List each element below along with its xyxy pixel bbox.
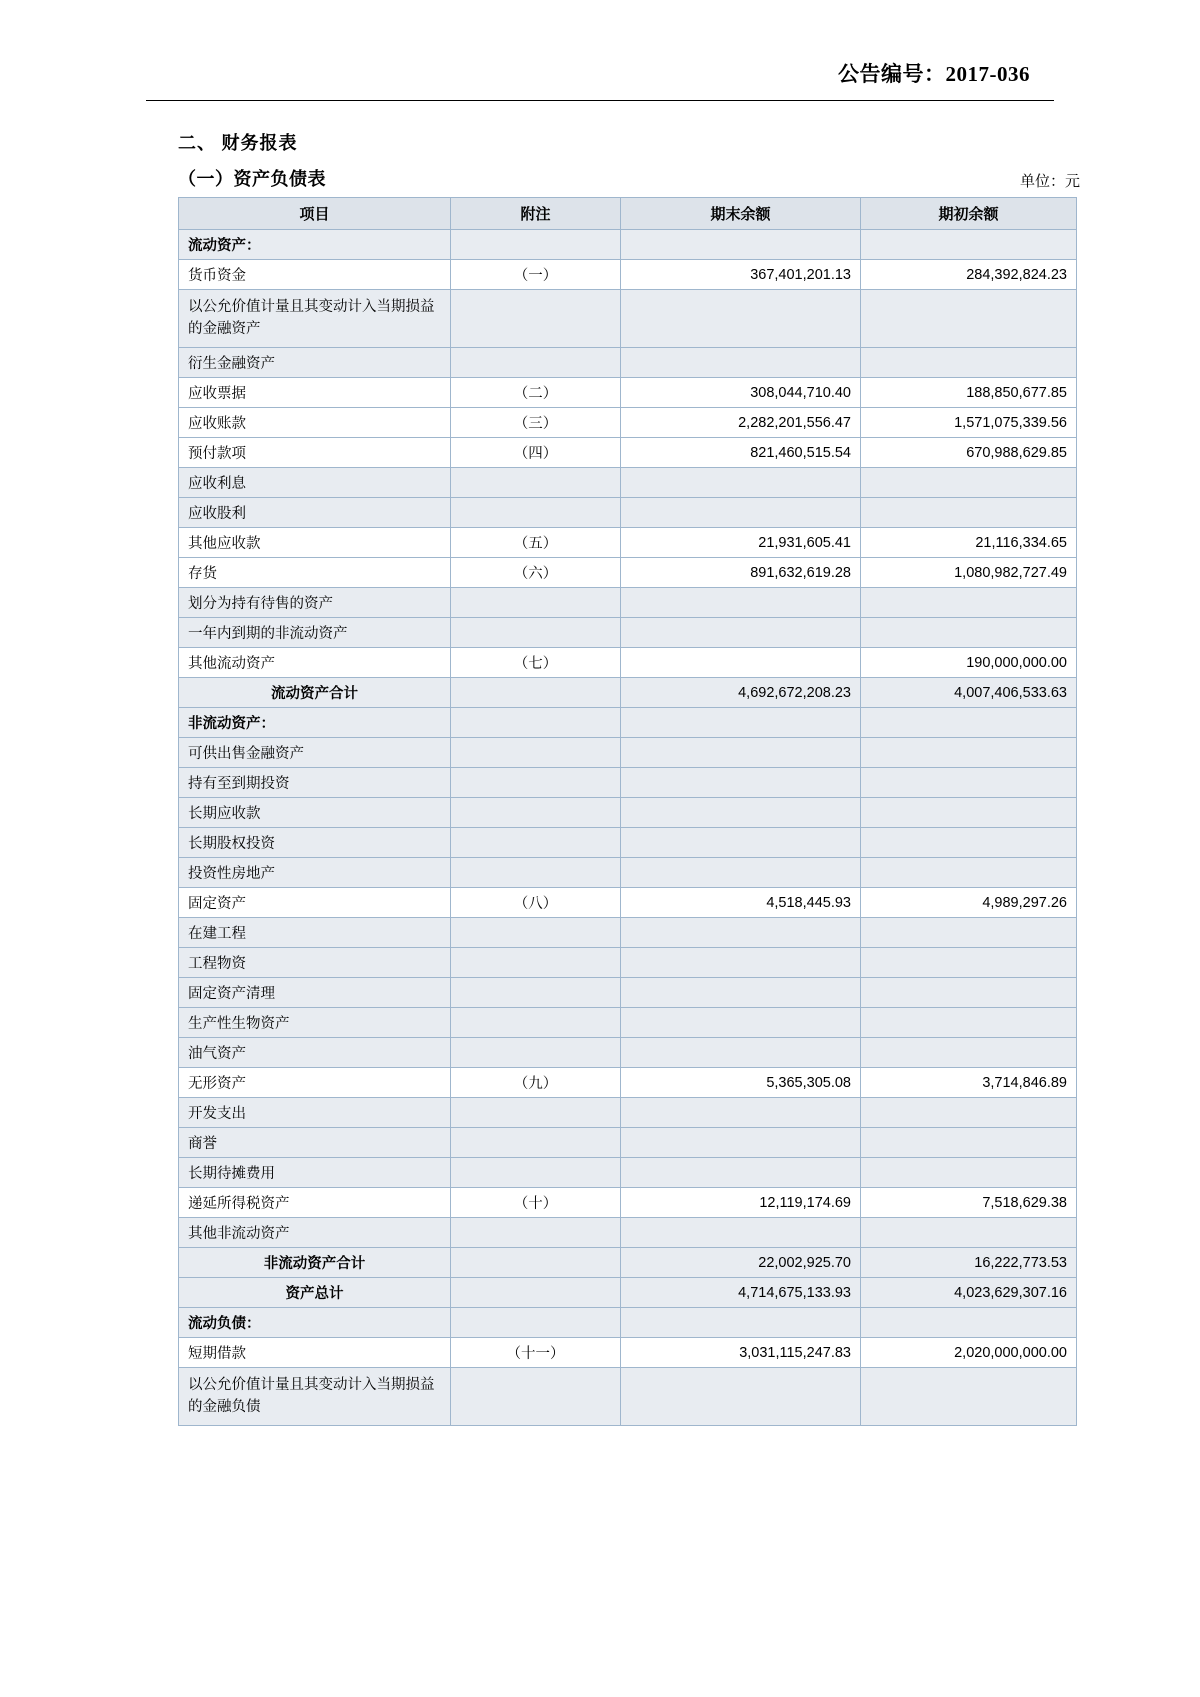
cell-end-balance [621, 588, 861, 618]
table-row [179, 978, 1077, 1008]
table-row [179, 1158, 1077, 1188]
cell-note [451, 798, 621, 828]
cell-note [451, 1248, 621, 1278]
subtitle-row [178, 165, 1090, 191]
cell-end-balance [621, 768, 861, 798]
cell-item: 应收票据 [179, 378, 451, 408]
cell-item: 应收利息 [179, 468, 451, 498]
table-row [179, 290, 1077, 348]
cell-begin-balance [861, 978, 1077, 1008]
table-body [179, 230, 1077, 1426]
cell-begin-balance [861, 290, 1077, 348]
cell-begin-balance [861, 1218, 1077, 1248]
cell-note [451, 768, 621, 798]
cell-item: 长期股权投资 [179, 828, 451, 858]
table-row [179, 260, 1077, 290]
cell-end-balance [621, 1218, 861, 1248]
table-row [179, 798, 1077, 828]
cell-end-balance [621, 828, 861, 858]
table-row [179, 528, 1077, 558]
cell-begin-balance: 4,007,406,533.63 [861, 678, 1077, 708]
table-row [179, 918, 1077, 948]
cell-item: 衍生金融资产 [179, 348, 451, 378]
cell-note: （十） [451, 1188, 621, 1218]
cell-begin-balance: 4,023,629,307.16 [861, 1278, 1077, 1308]
cell-note [451, 708, 621, 738]
cell-note [451, 1098, 621, 1128]
table-row [179, 1338, 1077, 1368]
table-row [179, 1128, 1077, 1158]
cell-item: 工程物资 [179, 948, 451, 978]
cell-begin-balance [861, 1008, 1077, 1038]
table-row [179, 678, 1077, 708]
table-row [179, 618, 1077, 648]
cell-end-balance: 4,518,445.93 [621, 888, 861, 918]
cell-note [451, 828, 621, 858]
cell-end-balance [621, 1038, 861, 1068]
table-row [179, 1218, 1077, 1248]
cell-note [451, 230, 621, 260]
cell-begin-balance [861, 1098, 1077, 1128]
table-row [179, 1098, 1077, 1128]
cell-begin-balance [861, 1158, 1077, 1188]
cell-item: 非流动资产合计 [179, 1248, 451, 1278]
table-row [179, 1038, 1077, 1068]
table-row [179, 1368, 1077, 1426]
table-row [179, 1248, 1077, 1278]
cell-end-balance [621, 948, 861, 978]
cell-begin-balance: 3,714,846.89 [861, 1068, 1077, 1098]
cell-item: 货币资金 [179, 260, 451, 290]
cell-note [451, 1218, 621, 1248]
cell-note [451, 1308, 621, 1338]
cell-item: 其他应收款 [179, 528, 451, 558]
cell-item: 以公允价值计量且其变动计入当期损益的金融资产 [179, 290, 451, 348]
table-row [179, 648, 1077, 678]
cell-begin-balance: 7,518,629.38 [861, 1188, 1077, 1218]
table-row [179, 438, 1077, 468]
cell-begin-balance [861, 230, 1077, 260]
cell-note [451, 918, 621, 948]
cell-end-balance [621, 618, 861, 648]
table-row [179, 1188, 1077, 1218]
cell-begin-balance [861, 948, 1077, 978]
cell-item: 流动资产合计 [179, 678, 451, 708]
cell-note [451, 1278, 621, 1308]
cell-end-balance: 4,714,675,133.93 [621, 1278, 861, 1308]
cell-end-balance: 891,632,619.28 [621, 558, 861, 588]
cell-end-balance: 3,031,115,247.83 [621, 1338, 861, 1368]
cell-note [451, 1038, 621, 1068]
cell-note: （五） [451, 528, 621, 558]
cell-item: 应收账款 [179, 408, 451, 438]
cell-begin-balance [861, 1038, 1077, 1068]
table-row [179, 588, 1077, 618]
cell-end-balance [621, 738, 861, 768]
cell-begin-balance [861, 468, 1077, 498]
cell-note [451, 290, 621, 348]
cell-note [451, 1128, 621, 1158]
cell-note [451, 1008, 621, 1038]
table-row [179, 828, 1077, 858]
cell-item: 一年内到期的非流动资产 [179, 618, 451, 648]
cell-end-balance [621, 1008, 861, 1038]
cell-end-balance: 821,460,515.54 [621, 438, 861, 468]
cell-item: 存货 [179, 558, 451, 588]
cell-item: 持有至到期投资 [179, 768, 451, 798]
cell-item: 非流动资产： [179, 708, 451, 738]
cell-begin-balance [861, 858, 1077, 888]
cell-note [451, 468, 621, 498]
cell-end-balance [621, 858, 861, 888]
cell-note: （八） [451, 888, 621, 918]
cell-item: 长期待摊费用 [179, 1158, 451, 1188]
cell-begin-balance [861, 738, 1077, 768]
cell-begin-balance [861, 588, 1077, 618]
cell-item: 投资性房地产 [179, 858, 451, 888]
cell-end-balance: 21,931,605.41 [621, 528, 861, 558]
cell-item: 其他流动资产 [179, 648, 451, 678]
table-row [179, 348, 1077, 378]
table-row [179, 738, 1077, 768]
table-row [179, 408, 1077, 438]
cell-begin-balance [861, 1308, 1077, 1338]
document-body [0, 101, 1200, 1426]
cell-begin-balance: 16,222,773.53 [861, 1248, 1077, 1278]
cell-end-balance [621, 230, 861, 260]
cell-note: （七） [451, 648, 621, 678]
cell-note [451, 588, 621, 618]
cell-item: 应收股利 [179, 498, 451, 528]
cell-item: 划分为持有待售的资产 [179, 588, 451, 618]
cell-item: 在建工程 [179, 918, 451, 948]
cell-end-balance [621, 798, 861, 828]
cell-end-balance [621, 348, 861, 378]
cell-item: 长期应收款 [179, 798, 451, 828]
cell-note [451, 978, 621, 1008]
cell-begin-balance: 1,080,982,727.49 [861, 558, 1077, 588]
cell-item: 其他非流动资产 [179, 1218, 451, 1248]
cell-note: （十一） [451, 1338, 621, 1368]
cell-note [451, 948, 621, 978]
cell-begin-balance: 1,571,075,339.56 [861, 408, 1077, 438]
unit-note: 单位：元 [1019, 173, 1080, 190]
cell-begin-balance [861, 1368, 1077, 1426]
cell-item: 流动资产： [179, 230, 451, 260]
cell-end-balance [621, 708, 861, 738]
cell-note [451, 498, 621, 528]
page-title: （一）资产负债表 [178, 169, 326, 189]
table-row [179, 468, 1077, 498]
cell-end-balance [621, 1308, 861, 1338]
cell-end-balance: 2,282,201,556.47 [621, 408, 861, 438]
cell-end-balance: 308,044,710.40 [621, 378, 861, 408]
cell-begin-balance [861, 708, 1077, 738]
cell-end-balance [621, 290, 861, 348]
cell-item: 生产性生物资产 [179, 1008, 451, 1038]
cell-note: （二） [451, 378, 621, 408]
cell-item: 短期借款 [179, 1338, 451, 1368]
cell-end-balance: 12,119,174.69 [621, 1188, 861, 1218]
cell-item: 商誉 [179, 1128, 451, 1158]
table-row [179, 858, 1077, 888]
cell-note [451, 1368, 621, 1426]
table-row [179, 498, 1077, 528]
cell-note [451, 678, 621, 708]
cell-begin-balance: 670,988,629.85 [861, 438, 1077, 468]
cell-begin-balance: 2,020,000,000.00 [861, 1338, 1077, 1368]
table-row [179, 768, 1077, 798]
cell-end-balance: 4,692,672,208.23 [621, 678, 861, 708]
cell-end-balance [621, 1128, 861, 1158]
cell-begin-balance [861, 798, 1077, 828]
cell-end-balance: 367,401,201.13 [621, 260, 861, 290]
table-row [179, 948, 1077, 978]
cell-note [451, 618, 621, 648]
section-title: 二、 财务报表 [178, 133, 298, 153]
balance-sheet-table [178, 197, 1077, 1426]
cell-item: 递延所得税资产 [179, 1188, 451, 1218]
table-row [179, 888, 1077, 918]
column-header-item: 项目 [179, 198, 451, 230]
column-header-begin-balance: 期初余额 [861, 198, 1077, 230]
cell-begin-balance: 188,850,677.85 [861, 378, 1077, 408]
cell-note [451, 738, 621, 768]
cell-note [451, 348, 621, 378]
cell-item: 资产总计 [179, 1278, 451, 1308]
cell-item: 固定资产清理 [179, 978, 451, 1008]
cell-note: （四） [451, 438, 621, 468]
page-header [0, 0, 1200, 101]
cell-note: （六） [451, 558, 621, 588]
cell-item: 油气资产 [179, 1038, 451, 1068]
cell-begin-balance: 284,392,824.23 [861, 260, 1077, 290]
cell-begin-balance [861, 348, 1077, 378]
cell-begin-balance [861, 498, 1077, 528]
cell-begin-balance [861, 918, 1077, 948]
cell-begin-balance: 190,000,000.00 [861, 648, 1077, 678]
announcement-number: 公告编号：2017-036 [838, 62, 1030, 86]
cell-end-balance [621, 648, 861, 678]
cell-end-balance: 5,365,305.08 [621, 1068, 861, 1098]
cell-item: 可供出售金融资产 [179, 738, 451, 768]
cell-item: 无形资产 [179, 1068, 451, 1098]
cell-end-balance: 22,002,925.70 [621, 1248, 861, 1278]
cell-note: （三） [451, 408, 621, 438]
cell-end-balance [621, 498, 861, 528]
cell-begin-balance: 4,989,297.26 [861, 888, 1077, 918]
cell-item: 固定资产 [179, 888, 451, 918]
cell-note: （一） [451, 260, 621, 290]
table-row [179, 230, 1077, 260]
cell-item: 预付款项 [179, 438, 451, 468]
column-header-end-balance: 期末余额 [621, 198, 861, 230]
table-row [179, 708, 1077, 738]
cell-note [451, 858, 621, 888]
table-row [179, 558, 1077, 588]
table-row [179, 1008, 1077, 1038]
cell-begin-balance [861, 1128, 1077, 1158]
cell-item: 流动负债： [179, 1308, 451, 1338]
table-row [179, 378, 1077, 408]
cell-item: 以公允价值计量且其变动计入当期损益的金融负债 [179, 1368, 451, 1426]
cell-end-balance [621, 918, 861, 948]
cell-end-balance [621, 1368, 861, 1426]
cell-begin-balance: 21,116,334.65 [861, 528, 1077, 558]
cell-begin-balance [861, 768, 1077, 798]
cell-end-balance [621, 468, 861, 498]
table-header-row [179, 198, 1077, 230]
cell-end-balance [621, 1158, 861, 1188]
cell-begin-balance [861, 618, 1077, 648]
table-row [179, 1308, 1077, 1338]
cell-note: （九） [451, 1068, 621, 1098]
table-row [179, 1068, 1077, 1098]
column-header-note: 附注 [451, 198, 621, 230]
cell-end-balance [621, 978, 861, 1008]
table-row [179, 1278, 1077, 1308]
cell-note [451, 1158, 621, 1188]
cell-begin-balance [861, 828, 1077, 858]
cell-end-balance [621, 1098, 861, 1128]
cell-item: 开发支出 [179, 1098, 451, 1128]
